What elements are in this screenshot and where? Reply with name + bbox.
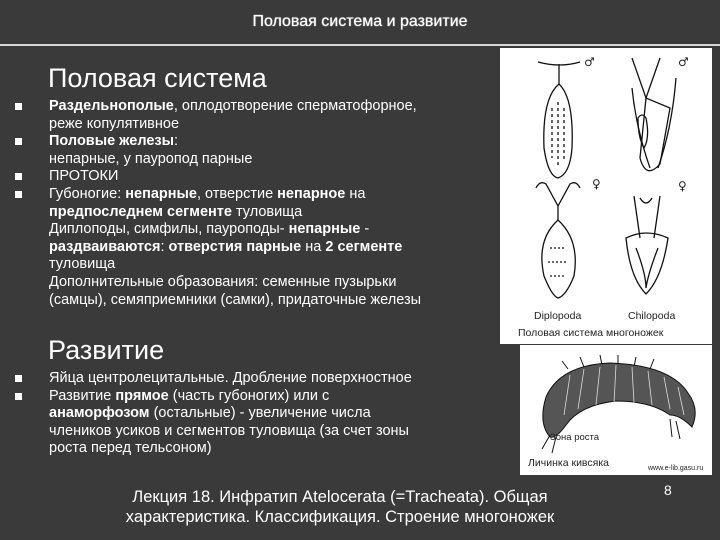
label-diplopoda: Diplopoda xyxy=(534,310,582,322)
text-run: (самцы), семяприемники (самки), придаточные железы xyxy=(49,291,422,308)
text-run: предпоследнем сегменте xyxy=(49,203,232,220)
bullet-continuation xyxy=(15,221,475,239)
page-number: 8 xyxy=(664,482,672,498)
text-run: реже копулятивное xyxy=(49,115,180,132)
text-run: раздваиваются xyxy=(49,238,161,255)
bullet-continuation xyxy=(15,274,475,292)
text-run: анаморфозом xyxy=(49,405,150,422)
bullet-item xyxy=(15,133,475,151)
bullet-square-icon xyxy=(15,138,22,145)
text-run: ПРОТОКИ xyxy=(49,168,119,185)
female-symbol-right: ♀ xyxy=(678,179,687,193)
text-run: Диплоподы, симфилы, пауроподы- xyxy=(49,221,289,238)
text-run: отверстия парные xyxy=(168,238,302,255)
bullet-item xyxy=(15,168,475,186)
bullet-continuation xyxy=(15,116,475,134)
footer-line-2: характеристика. Классификация. Строение многоножек xyxy=(125,508,555,526)
bullet-continuation xyxy=(15,440,475,458)
text-run: непарные xyxy=(288,221,361,238)
myriapod-reproductive-drawings xyxy=(500,48,712,344)
bullet-continuation xyxy=(15,204,475,222)
reproductive-system-figure xyxy=(500,48,712,344)
text-run: на xyxy=(345,185,366,202)
source-url: www.e-lib.gasu.ru xyxy=(648,465,704,472)
heading-development: Развитие xyxy=(48,335,165,365)
text-run: туловища xyxy=(49,256,116,273)
text-run: : xyxy=(174,133,179,150)
text-run: , отверстие xyxy=(196,185,278,202)
text-run: непарные, у пауропод парные xyxy=(49,150,253,167)
millipede-larva-drawing xyxy=(520,345,712,475)
lecture-footer xyxy=(60,487,620,527)
text-run: Дополнительные образования: семенные пузырьки xyxy=(49,273,397,290)
bullet-square-icon xyxy=(15,191,22,198)
male-symbol-right: ♂ xyxy=(678,55,689,69)
development-list xyxy=(15,370,475,458)
bullet-continuation xyxy=(15,151,475,169)
text-run: туловища xyxy=(231,203,303,220)
label-growth-zone: Зона роста xyxy=(550,432,600,443)
text-run: прямое xyxy=(115,387,169,404)
bullet-square-icon xyxy=(15,173,22,180)
bullet-continuation xyxy=(15,239,475,257)
bullet-continuation xyxy=(15,423,475,441)
text-run: Раздельнополые xyxy=(49,98,174,114)
figure-caption: Половая система многоножек xyxy=(518,327,664,339)
text-run: - xyxy=(360,221,370,238)
text-run: роста перед тельсоном) xyxy=(49,440,212,457)
bullet-square-icon xyxy=(15,393,22,400)
text-run: Яйца центролецитальные. Дробление поверхностное xyxy=(49,370,412,386)
bullet-item xyxy=(15,186,475,204)
bullet-continuation xyxy=(15,292,475,310)
text-run: : xyxy=(160,238,169,255)
female-symbol-left: ♀ xyxy=(592,177,601,191)
bullet-square-icon xyxy=(15,103,22,110)
bullet-continuation xyxy=(15,256,475,274)
label-chilopoda: Chilopoda xyxy=(628,310,676,322)
text-run: Губоногие: xyxy=(49,185,126,202)
text-run: Половые железы xyxy=(49,133,175,150)
text-run: члеников усиков и сегментов туловища (за счет зоны xyxy=(49,422,409,439)
footer-line-1: Лекция 18. Инфратип Atelocerata (=Tracheata). Общая xyxy=(132,488,548,506)
bullet-item xyxy=(15,98,475,116)
bullet-continuation xyxy=(15,405,475,423)
reproductive-system-list xyxy=(15,98,475,309)
heading-reproductive-system: Половая система xyxy=(48,63,267,93)
label-larva: Личинка кивсяка xyxy=(528,457,609,469)
text-run: (остальные) - увеличение числа xyxy=(149,405,371,422)
larva-figure xyxy=(520,345,712,475)
text-run: на xyxy=(301,238,326,255)
text-run: , оплодотворение сперматофорное, xyxy=(173,98,417,114)
text-run: Развитие xyxy=(49,387,116,404)
text-run: 2 сегменте xyxy=(325,238,403,255)
bullet-item xyxy=(15,388,475,406)
header-divider xyxy=(0,44,720,46)
slide-header xyxy=(0,0,720,42)
text-run: непарные xyxy=(125,185,197,202)
slide-title: Половая система и развитие xyxy=(252,13,468,30)
text-run: (часть губоногих) или с xyxy=(168,387,330,404)
male-symbol-left: ♂ xyxy=(584,55,595,69)
text-run: непарное xyxy=(277,185,346,202)
bullet-square-icon xyxy=(15,375,22,382)
bullet-item xyxy=(15,370,475,388)
